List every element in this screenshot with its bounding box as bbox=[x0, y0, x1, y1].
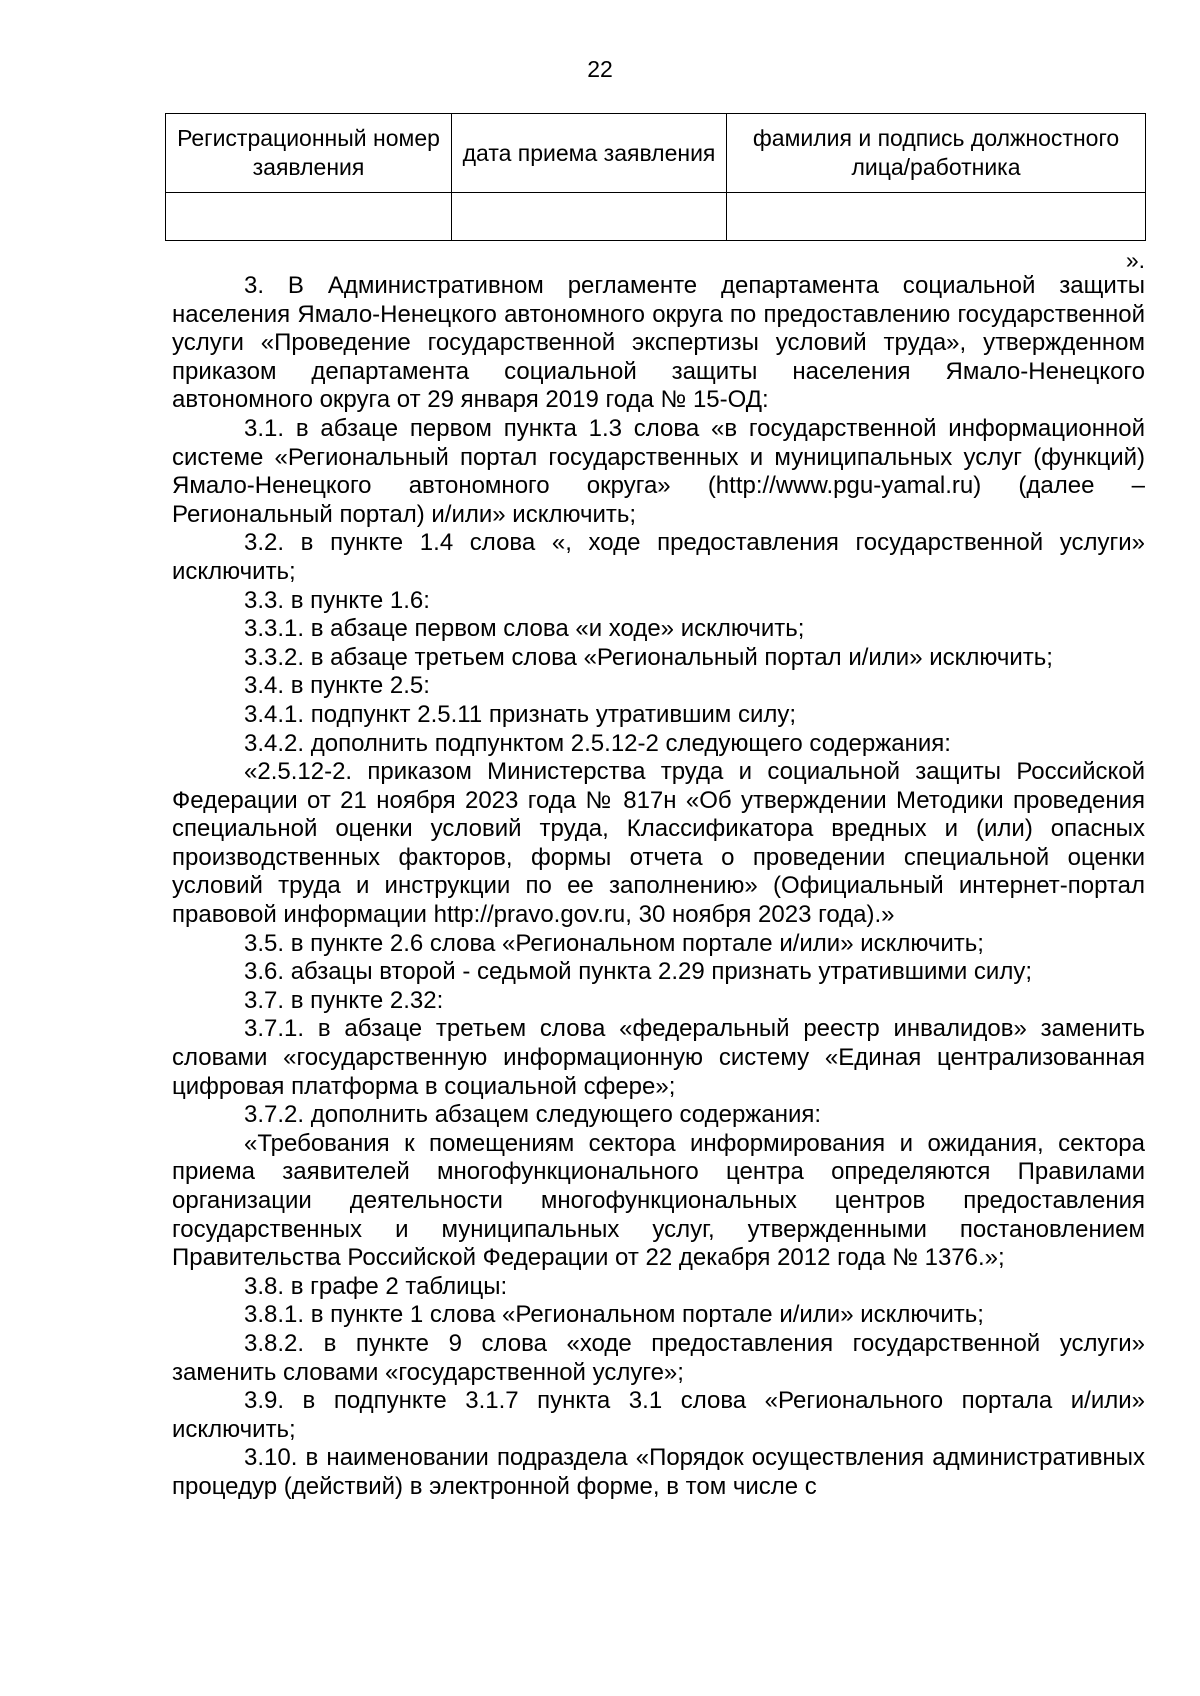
paragraph-3-7: 3.7. в пункте 2.32: bbox=[244, 986, 444, 1014]
paragraph-3-3-2: 3.3.2. в абзаце третьем слова «Региональный портал и/или» исключить; bbox=[244, 643, 1053, 671]
header-official-signature: фамилия и подпись должностного лица/работника bbox=[727, 114, 1146, 193]
page-number: 22 bbox=[587, 56, 613, 82]
header-receipt-date: дата приема заявления bbox=[452, 114, 727, 193]
table-row bbox=[166, 193, 1146, 241]
table-cell bbox=[166, 193, 452, 241]
paragraph-3-7-2: 3.7.2. дополнить абзацем следующего содержания: bbox=[244, 1101, 822, 1129]
table-closing-mark: ». bbox=[1125, 247, 1145, 273]
table-cell bbox=[452, 193, 727, 241]
paragraph-3-8: 3.8. в графе 2 таблицы: bbox=[244, 1272, 508, 1300]
paragraph-3-3-1: 3.3.1. в абзаце первом слова «и ходе» исключить; bbox=[244, 615, 805, 643]
paragraph-3-4: 3.4. в пункте 2.5: bbox=[244, 672, 430, 700]
paragraph-3-3: 3.3. в пункте 1.6: bbox=[244, 586, 430, 614]
paragraph-3-7-1: 3.7.1. в абзаце третьем слова «федеральный реестр инвалидов» заменить словами «государственную информационную систему «Единая централизованная цифровая платформа в социальной сфере»; bbox=[172, 1015, 1145, 1100]
paragraph-3-8-2: 3.8.2. в пункте 9 слова «ходе предоставления государственной услуги» заменить словами «государственной услуге»; bbox=[172, 1329, 1145, 1386]
table-header-row bbox=[166, 114, 1146, 193]
paragraph-quote-2-5-12-2: «2.5.12-2. приказом Министерства труда и социальной защиты Российской Федерации от 21 ноября 2023 года № 817н «Об утверждении Методики проведения специальной оценки условий труда, Классификатора вредных и (или) опасных производственных факторов, формы отчета о проведении специальной оценки условий труда и инструкции по ее заполнению» (Официальный интернет-портал правовой информации http://pravo.gov.ru, 30 ноября 2023 года).» bbox=[172, 758, 1145, 929]
paragraph-3-4-2: 3.4.2. дополнить подпунктом 2.5.12-2 следующего содержания: bbox=[244, 729, 951, 757]
paragraph-3-1: 3.1. в абзаце первом пункта 1.3 слова «в государственной информационной системе «Региональный портал государственных и муниципальных услуг (функций) Ямало-Ненецкого автономного округа» (http://www.pgu-yamal.ru) (далее – Региональный портал) и/или» исключить; bbox=[172, 414, 1145, 528]
paragraph-3-6: 3.6. абзацы второй - седьмой пункта 2.29 признать утратившими силу; bbox=[244, 958, 1033, 986]
paragraph-3-2: 3.2. в пункте 1.4 слова «, ходе предоставления государственной услуги» исключить; bbox=[172, 529, 1145, 585]
paragraph-3-8-1: 3.8.1. в пункте 1 слова «Региональном портале и/или» исключить; bbox=[244, 1301, 984, 1329]
paragraph-3-9: 3.9. в подпункте 3.1.7 пункта 3.1 слова «Регионального портала и/или» исключить; bbox=[172, 1387, 1145, 1443]
document-body bbox=[172, 272, 1145, 1502]
paragraph-3: 3. В Административном регламенте департамента социальной защиты населения Ямало-Ненецкого автономного округа по предоставлению государственной услуги «Проведение государственной экспертизы условий труда», утвержденном приказом департамента социальной защиты населения Ямало-Ненецкого автономного округа от 29 января 2019 года № 15-ОД: bbox=[172, 272, 1145, 414]
paragraph-quote-requirements: «Требования к помещениям сектора информирования и ожидания, сектора приема заявителей многофункционального центра определяются Правилами организации деятельности многофункциональных центров предоставления государственных и муниципальных услуг, утвержденными постановлением Правительства Российской Федерации от 22 декабря 2012 года № 1376.»; bbox=[172, 1129, 1145, 1272]
paragraph-3-4-1: 3.4.1. подпункт 2.5.11 признать утратившим силу; bbox=[244, 700, 797, 728]
table-cell bbox=[727, 193, 1146, 241]
paragraph-3-10: 3.10. в наименовании подраздела «Порядок осуществления административных процедур (действий) в электронной форме, в том числе с bbox=[172, 1444, 1145, 1500]
paragraph-3-5: 3.5. в пункте 2.6 слова «Региональном портале и/или» исключить; bbox=[244, 929, 984, 957]
registration-table bbox=[165, 113, 1146, 241]
header-registration-number: Регистрационный номер заявления bbox=[166, 114, 452, 193]
